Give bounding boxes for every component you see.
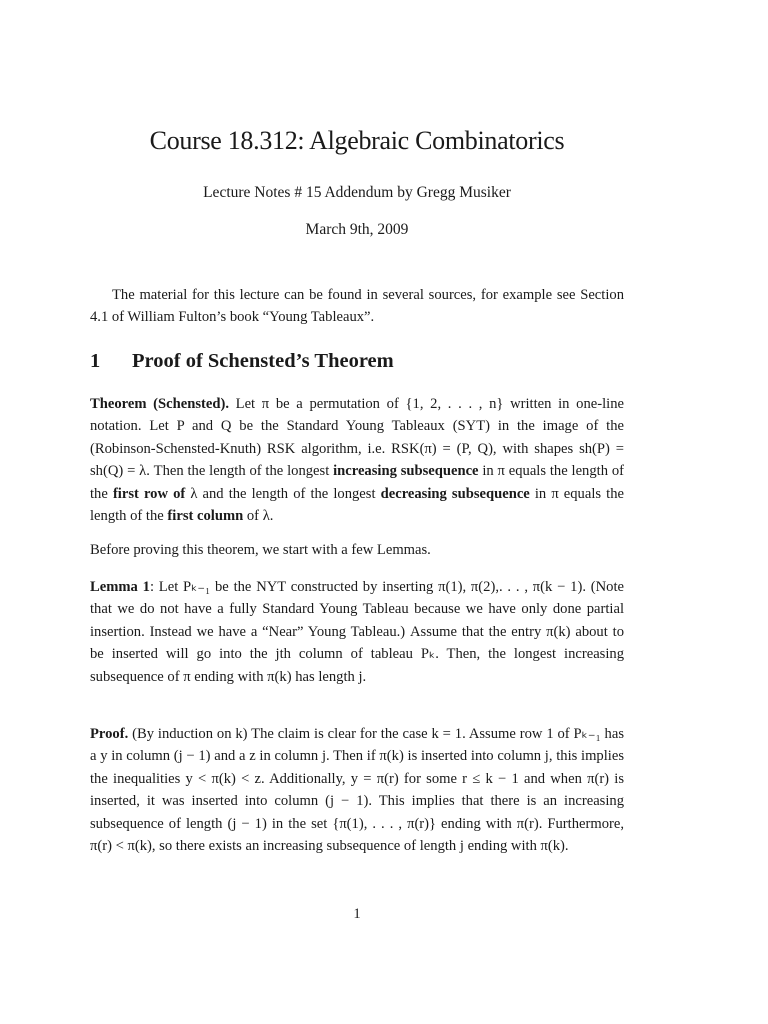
subtitle: Lecture Notes # 15 Addendum by Gregg Musiker [203,184,511,201]
section-heading [90,350,624,373]
page-title: Course 18.312: Algebraic Combinatorics [149,126,565,155]
theorem-text-3: λ and the length of the longest [185,485,381,502]
theorem-bold-4: first column [167,508,244,525]
date: March 9th, 2009 [305,221,409,238]
proof-paragraph [90,723,624,857]
lemma-text: : Let Pₖ₋₁ be the NYT constructed by inserting π(1), π(2),. . . , π(k − 1). (Note that we do not have a fully Standard Young Tableau because we have only done partial insertion. Instead we have a “Near” Young Tableau.) Assume that the entry π(k) about to be inserted will go into the jth column of tableau Pₖ. Then, the longest increasing subsequence of π ending with π(k) has length j. [90,579,624,685]
theorem-text-4: in π equals the length of the [90,485,624,525]
theorem-text-5: of λ. [243,508,274,525]
document-page [90,0,624,1024]
lemma-paragraph [90,576,624,688]
theorem-bold-1: increasing subsequence [333,463,479,480]
section-title: Proof of Schensted’s Theorem [132,350,394,372]
before-lemmas-paragraph: Before proving this theorem, we start with a few Lemmas. [90,542,431,558]
section-number: 1 [90,350,101,372]
intro-paragraph: The material for this lecture can be found in several sources, for example see Section 4.1 of William Fulton’s book “Young Tableaux”. [90,287,624,326]
theorem-paragraph [90,393,624,527]
proof-text: (By induction on k) The claim is clear for the case k = 1. Assume row 1 of Pₖ₋₁ has a y in column (j − 1) and a z in column j. Then if π(k) is inserted into column j, this implies the inequalities y < π(k) < z. Additionally, y = π(r) for some r ≤ k − 1 and when π(r) is inserted, it was inserted into column (j − 1). This implies that there is an increasing subsequence of length (j − 1) in the set {π(1), . . . , π(r)} ending with π(r). Furthermore, π(r) < π(k), so there exists an increasing subsequence of length j ending with π(k). [90,726,624,855]
theorem-text-1: Let π be a permutation of {1, 2, . . . , n} written in one-line notation. Let P and Q be the Standard Young Tableaux (SYT) in the image of the (Robinson-Schensted-Knuth) RSK algorithm, i.e. RSK(π) = (P, Q), with shapes sh(P) = sh(Q) = λ. Then the length of the longest [90,396,624,480]
theorem-label: Theorem (Schensted). [90,396,229,412]
theorem-bold-3: decreasing subsequence [380,485,530,502]
page-number: 1 [353,906,361,922]
proof-label: Proof. [90,726,129,742]
theorem-text-2: in π equals the length of the [90,463,624,502]
lemma-label: Lemma 1 [90,579,150,595]
theorem-bold-2: first row of [112,485,186,502]
